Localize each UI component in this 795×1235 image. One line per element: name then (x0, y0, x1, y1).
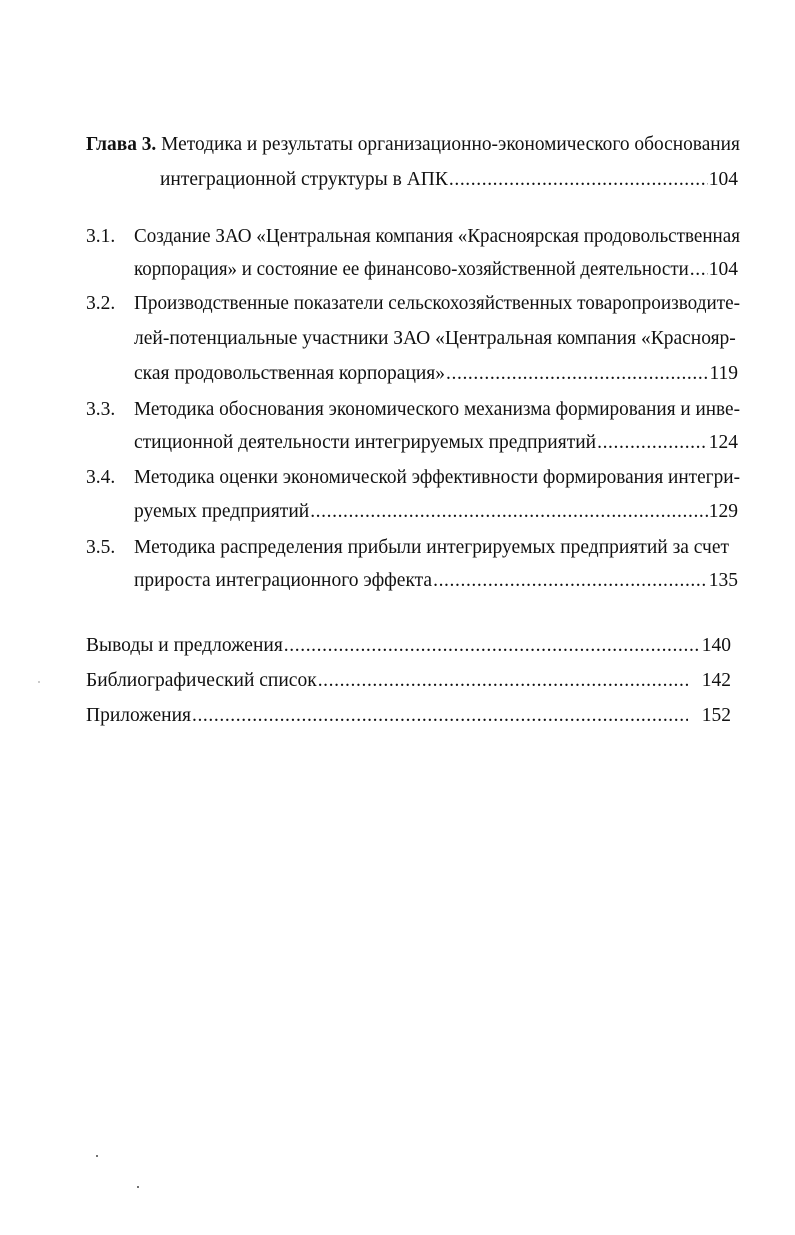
back-matter-row (86, 634, 731, 658)
section-page-number: 124 (708, 432, 738, 453)
back-matter-page-number: 140 (701, 635, 731, 656)
section-line: ская продовольственная корпорация» (134, 363, 446, 384)
section-line: корпорация» и состояние ее финансово-хозяйственной деятельности (134, 259, 689, 280)
section-page-number: 129 (708, 501, 738, 522)
chapter-page-number: 104 (708, 169, 738, 190)
section-line: Методика распределения прибыли интегрируемых предприятий за счет (134, 537, 730, 558)
dot-leader (284, 634, 701, 658)
section-line: стиционной деятельности интегрируемых предприятий (134, 432, 597, 453)
section-number: 3.5. (86, 537, 116, 558)
back-matter-label: Библиографический список (86, 670, 317, 691)
scan-speck (38, 681, 40, 683)
dot-leader (446, 362, 708, 386)
section-last-line-row (134, 500, 738, 524)
section-line: руемых предприятий (134, 501, 310, 522)
section-number: 3.2. (86, 293, 116, 314)
section-page-number: 135 (708, 570, 738, 591)
dot-leader (433, 569, 708, 593)
section-line: Методика оценки экономической эффективности формирования интегри- (134, 467, 740, 488)
section-last-line-row (134, 258, 738, 282)
scan-speck (137, 1186, 139, 1188)
section-line: Методика обоснования экономического механизма формирования и инве- (134, 399, 740, 420)
chapter-title-line2-row (160, 168, 738, 192)
dot-leader (310, 500, 708, 524)
section-line: прироста интеграционного эффекта (134, 570, 433, 591)
section-line: Производственные показатели сельскохозяйственных товаропроизводите- (134, 293, 741, 314)
section-number: 3.4. (86, 467, 116, 488)
back-matter-label: Приложения (86, 705, 191, 726)
back-matter-label: Выводы и предложения (86, 635, 283, 656)
scan-speck (96, 1155, 98, 1157)
dot-leader (690, 258, 708, 282)
chapter-title-line2: интеграционной структуры в АПК (160, 169, 448, 190)
section-number: 3.3. (86, 399, 116, 420)
back-matter-page-number: 152 (701, 705, 731, 726)
dot-leader (597, 431, 708, 455)
section-last-line-row (134, 569, 738, 593)
chapter-heading (86, 133, 740, 157)
back-matter-page-number: 142 (701, 670, 731, 691)
section-last-line-row (134, 431, 738, 455)
section-number: 3.1. (86, 226, 116, 247)
section-line: лей-потенциальные участники ЗАО «Центральная компания «Краснояр- (134, 328, 736, 349)
dot-leader (318, 669, 688, 693)
dot-leader (192, 704, 688, 728)
back-matter-row (86, 669, 731, 693)
section-last-line-row (134, 362, 738, 386)
section-page-number: 104 (708, 259, 738, 280)
back-matter-row (86, 704, 731, 728)
section-page-number: 119 (709, 363, 738, 384)
dot-leader (449, 168, 708, 192)
chapter-prefix: Глава 3. (86, 134, 157, 155)
section-line: Создание ЗАО «Центральная компания «Красноярская продовольственная (134, 226, 741, 247)
chapter-title-line1: Методика и результаты организационно-экономического обоснования (161, 134, 740, 155)
